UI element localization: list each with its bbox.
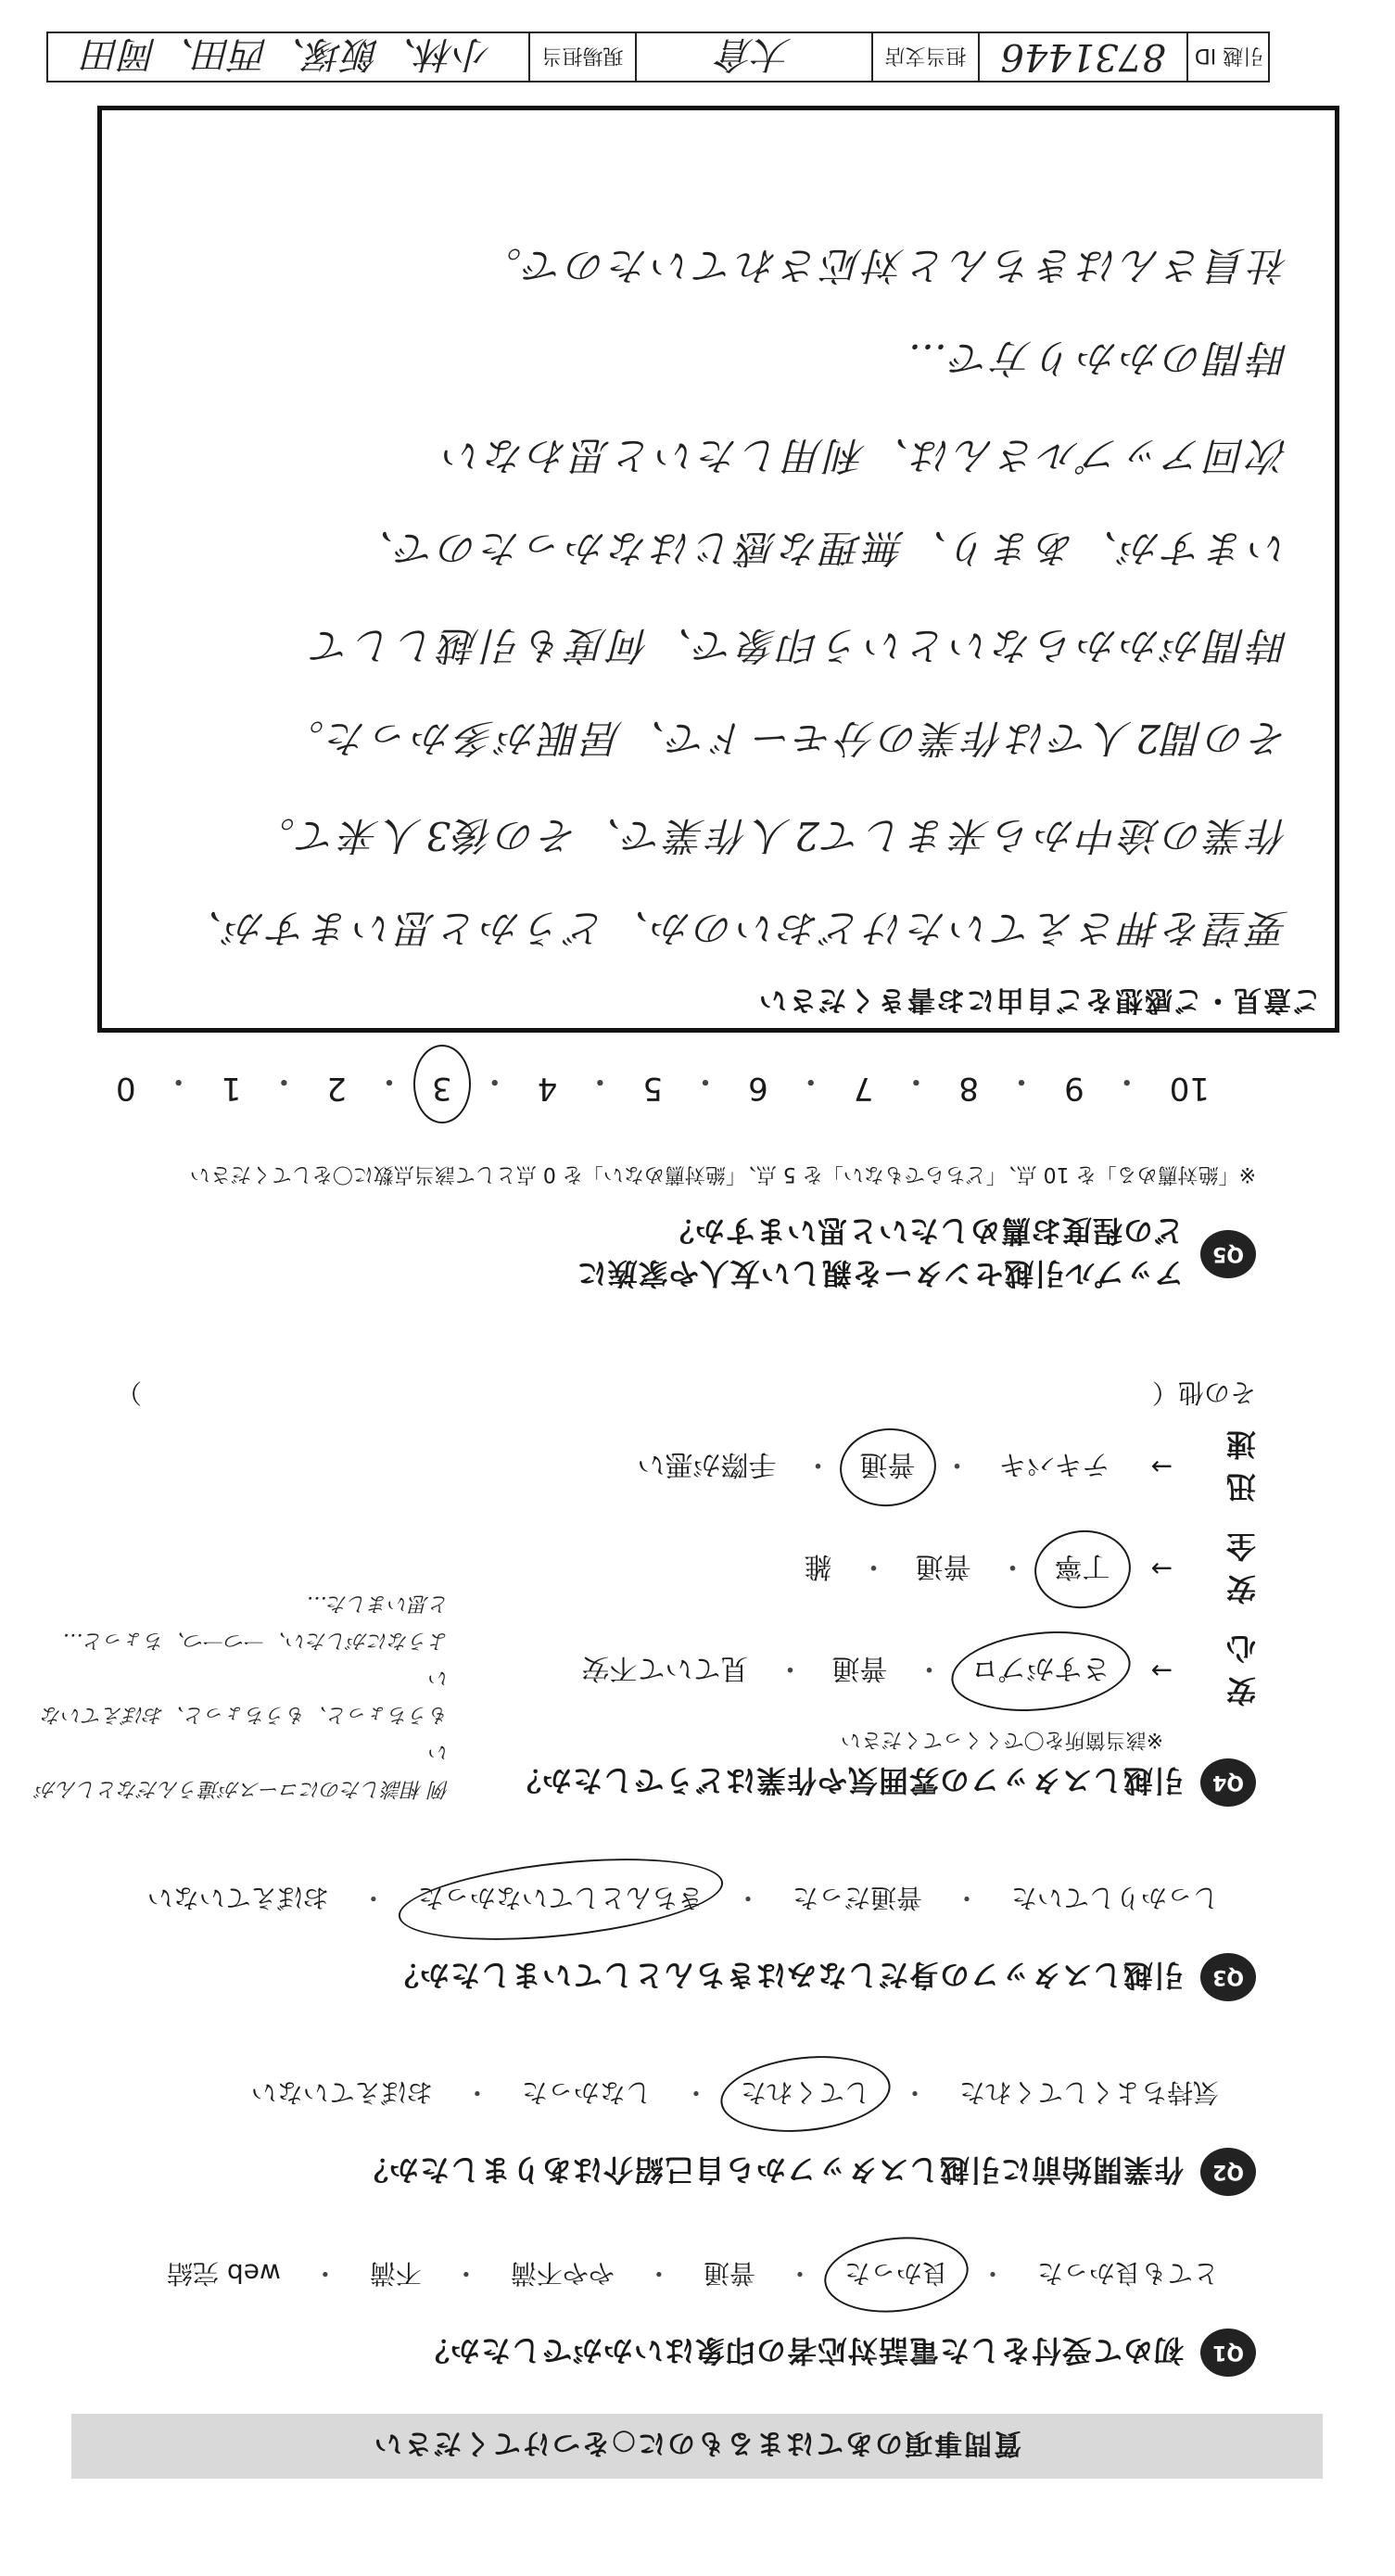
margin-line: もうちょっと、もうちょっと、おぼえていない	[41, 1666, 450, 1726]
q2-question-row	[358, 2148, 1256, 2196]
q5-badge: Q5	[1200, 1230, 1256, 1278]
comment-line: 時間がかからないという印象で、何度も引越しして	[308, 623, 1288, 668]
q4-other-row	[116, 1376, 1256, 1413]
comment-line: 要望を押さえていたけどおいのか、どうかと思いますが、	[179, 906, 1288, 951]
q1-option-selected[interactable]: 良かった	[844, 2256, 948, 2293]
q4-badge: Q4	[1200, 1758, 1256, 1807]
q1-option[interactable]: 不満	[369, 2258, 422, 2289]
q5-question-line: どの程度お薦めしたいと思いますか？	[663, 1213, 1184, 1249]
q5-question-line: アップル引越センターを親しい友人や家族に	[576, 1256, 1184, 1291]
id-value: 8731446	[978, 32, 1186, 82]
score-option[interactable]: 1	[221, 1070, 242, 1107]
id-label: 引越 ID	[1186, 32, 1270, 82]
score-option[interactable]: 10	[1169, 1070, 1210, 1107]
comment-line: 社員さんはきちんと対応されていたので。	[478, 243, 1288, 288]
q3-badge: Q3	[1200, 1953, 1256, 2001]
score-option[interactable]: 9	[1064, 1070, 1084, 1107]
q4-question-row	[511, 1758, 1256, 1807]
q3-question: 引越しスタッフの身だしなみはきちんとしていましたか？	[387, 1958, 1184, 1993]
q4-note: ※該当箇所を〇でくくってください	[841, 1728, 1163, 1751]
q4-row-jinsoku: 迅速 → テキパキ ・ 普通 ・ 手際が悪い	[638, 1425, 1256, 1510]
lead-value: 小林、飯塚、西田、岡田	[83, 32, 491, 75]
q4-option-selected[interactable]: さすがプロ	[971, 1651, 1110, 1692]
q3-option[interactable]: しっかりしていた	[1010, 1883, 1219, 1913]
score-option[interactable]: 5	[642, 1070, 664, 1107]
comment-line: その間2人では作業の分モードで、居眠が多かった。	[281, 716, 1288, 761]
q4-row-anshin: 安心 → さすがプロ ・ 普通 ・ 見ていて不安	[582, 1629, 1256, 1714]
q4-option[interactable]: 普通	[915, 1550, 971, 1582]
margin-line: ようなにがしたい、一つ一つ、ちょっと…	[62, 1629, 450, 1652]
q3-option-selected[interactable]: きちんとしていなかった	[418, 1881, 704, 1918]
q3-options: しっかりしていた ・ 普通だった ・ きちんとしていなかった ・ おぼえていない	[147, 1881, 1219, 1918]
q4-option-selected[interactable]: 丁寧	[1055, 1549, 1110, 1590]
q4-row-label: 安全	[1225, 1529, 1256, 1606]
q2-option[interactable]: しなかった	[521, 2077, 652, 2108]
q5-question-row	[577, 1212, 1256, 1297]
q1-question: 初めて受付をした電話対応者の印象はいかがでしたか？	[418, 2333, 1184, 2368]
q5-question	[577, 1212, 1184, 1297]
margin-line: と思いました…	[306, 1592, 450, 1615]
q1-option[interactable]: 普通	[703, 2258, 755, 2289]
score-option[interactable]: 6	[748, 1070, 768, 1107]
q1-option[interactable]: web 完結	[167, 2258, 281, 2289]
comment-line: いますが、あまり、無理な感じはなかったので、	[350, 526, 1288, 571]
q2-option-selected[interactable]: してくれた	[741, 2075, 870, 2113]
q4-option[interactable]: 手際が悪い	[637, 1448, 777, 1480]
q3-question-row	[388, 1953, 1256, 2001]
arrow-right-icon: →	[1150, 1452, 1173, 1483]
q4-option[interactable]: 普通	[831, 1652, 888, 1684]
q1-question-row	[419, 2329, 1256, 2377]
lead-label: 現場担当	[528, 32, 635, 82]
q4-option[interactable]: 見ていて不安	[581, 1652, 749, 1684]
score-option[interactable]: 2	[326, 1070, 347, 1107]
q4-question: 引越しスタッフの雰囲気や作業はどうでしたか？	[510, 1763, 1184, 1798]
q4-other-label: その他（	[1151, 1377, 1256, 1408]
q2-option[interactable]: 気持ちよくしてくれた	[958, 2077, 1219, 2108]
instruction-text: 質問事項のあてはまるものに○をつけてください	[372, 2427, 1022, 2459]
score-option[interactable]: 4	[537, 1070, 558, 1107]
q4-margin-comment	[23, 1584, 450, 1807]
q4-row-anzen: 安全 → 丁寧 ・ 普通 ・ 雑	[805, 1527, 1256, 1612]
margin-line: 例 相談したのにコースが違うんだなとしんがい	[36, 1740, 450, 1800]
q4-other-close: ）	[116, 1377, 143, 1408]
q4-row-label: 迅速	[1225, 1427, 1256, 1504]
q4-option-selected[interactable]: 普通	[860, 1447, 916, 1488]
comment-line: 次回アップルさんは、利用したいと思わない	[439, 433, 1288, 478]
q1-option[interactable]: やや不満	[510, 2258, 615, 2289]
arrow-right-icon: →	[1150, 1554, 1173, 1585]
arrow-right-icon: →	[1150, 1656, 1173, 1687]
score-option-selected[interactable]: 3	[432, 1061, 452, 1107]
q4-row-label: 安心	[1225, 1631, 1256, 1708]
q1-options: とても良かった ・ 良かった ・ 普通 ・ やや不満 ・ 不満 ・ web 完結	[167, 2256, 1219, 2293]
branch-label: 担当支店	[871, 32, 978, 82]
score-option[interactable]: 8	[958, 1070, 980, 1107]
q2-question: 作業開始前に引越しスタッフから自己紹介はありましたか？	[357, 2152, 1184, 2188]
q3-option[interactable]: 普通だった	[792, 1883, 922, 1913]
q2-option[interactable]: おぼえていない	[250, 2077, 433, 2108]
instruction-bar	[71, 2414, 1323, 2479]
q1-option[interactable]: とても良かった	[1036, 2258, 1219, 2289]
q2-badge: Q2	[1200, 2148, 1256, 2196]
q1-badge: Q1	[1200, 2329, 1256, 2377]
branch-value: 大倉	[635, 32, 871, 82]
comment-line: 作業の途中から来まして2人作業で、その後3人来て。	[252, 813, 1288, 858]
comment-box-title: ご意見・ご感想をご自由にお書きください	[757, 983, 1321, 1016]
comment-line: 時間のかかり方で…	[904, 336, 1288, 381]
q5-score-scale: 10 ・ 9 ・ 8 ・ 7 ・ 6 ・ 5 ・ 4 ・ 3 ・ 2 ・ 1 ・ 0	[116, 1062, 1210, 1107]
q5-note: ※「絶対薦める」を 10 点、「どちらでもない」を 5 点、「絶対薦めない」を 0 点として該当点数に〇をしてください	[189, 1162, 1256, 1186]
q2-options: 気持ちよくしてくれた ・ してくれた ・ しなかった ・ おぼえていない	[251, 2075, 1219, 2113]
q4-option[interactable]: テキパキ	[998, 1448, 1110, 1480]
q3-option[interactable]: おぼえていない	[146, 1883, 329, 1913]
q4-option[interactable]: 雑	[804, 1550, 832, 1582]
score-option[interactable]: 7	[853, 1070, 874, 1107]
score-option[interactable]: 0	[116, 1070, 136, 1107]
